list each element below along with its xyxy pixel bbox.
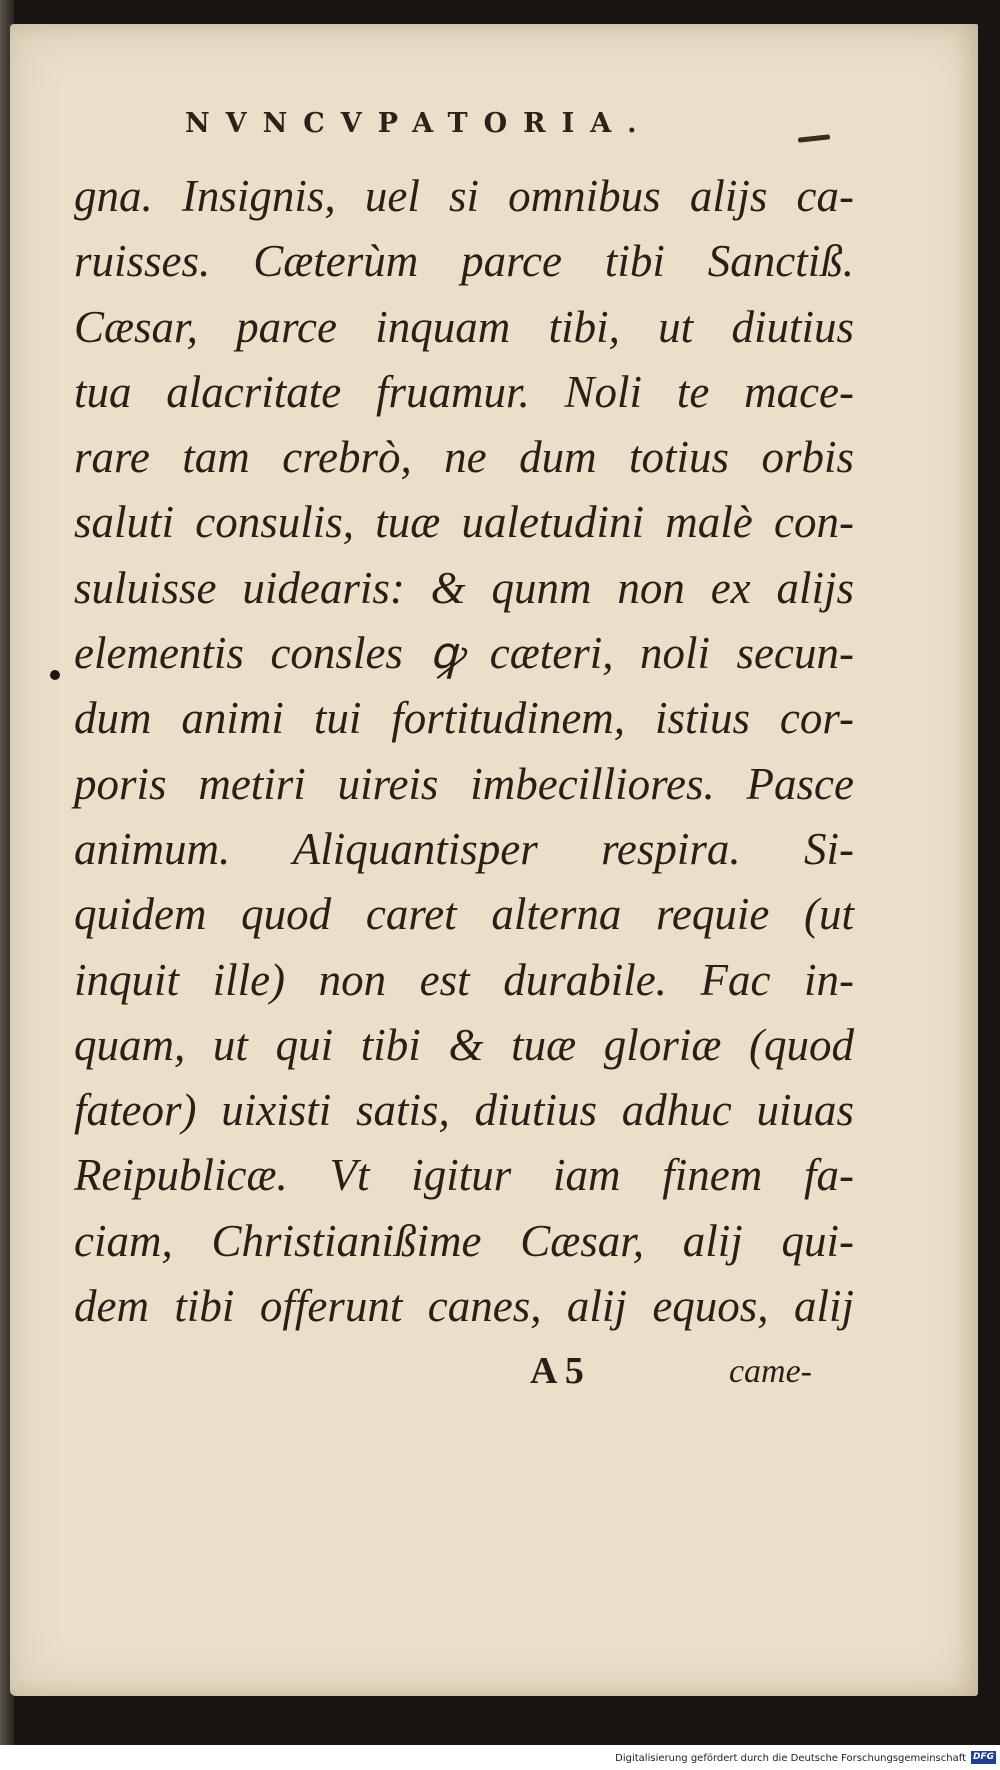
text-line: elementis consles ꝙ cæteri, noli secun- [74,628,854,679]
text-line: poris metiri uireis imbecilliores. Pasce [74,758,854,809]
text-line: saluti consulis, tuæ ualetudini malè con- [74,497,854,548]
text-line: quam, ut qui tibi & tuæ gloriæ (quod [74,1019,854,1070]
book-page [10,24,978,1696]
signature-mark: A 5 [530,1350,584,1392]
page-footer-line [530,1349,830,1399]
text-line: gna. Insignis, uel si omnibus alijs ca- [74,171,854,221]
dfg-logo: DFG [972,1752,994,1762]
funding-credit: Digitalisierung gefördert durch die Deutsche Forschungsgemeinschaft [615,1753,966,1764]
text-line: fateor) uixisti satis, diutius adhuc uiuas [74,1085,854,1136]
text-line: ruisses. Cæterùm parce tibi Sanctiß. [74,236,854,287]
text-line: quidem quod caret alterna requie (ut [74,889,854,940]
catchword: came- [728,1353,812,1390]
text-line: Cæsar, parce inquam tibi, ut diutius [74,301,854,352]
text-line: suluisse uidearis: & qunm non ex alijs [74,562,854,613]
text-line: tua alacritate fruamur. Noli te mace- [74,366,854,417]
text-line: Reipublicæ. Vt igitur iam finem fa- [74,1150,854,1201]
text-line: dem tibi offerunt canes, alij equos, alij [74,1281,854,1332]
text-line: animum. Aliquantisper respira. Si- [74,823,854,874]
margin-dot [50,670,60,680]
body-text [74,164,854,1339]
text-line: dum animi tui fortitudinem, istius cor- [74,693,854,744]
text-line: rare tam crebrò, ne dum totius orbis [74,432,854,483]
running-head: NVNCVPATORIA. [185,108,653,139]
corner-mark [798,134,830,142]
text-line: ciam, Christianißime Cæsar, alij qui- [74,1215,854,1266]
text-line: inquit ille) non est durabile. Fac in- [74,954,854,1005]
